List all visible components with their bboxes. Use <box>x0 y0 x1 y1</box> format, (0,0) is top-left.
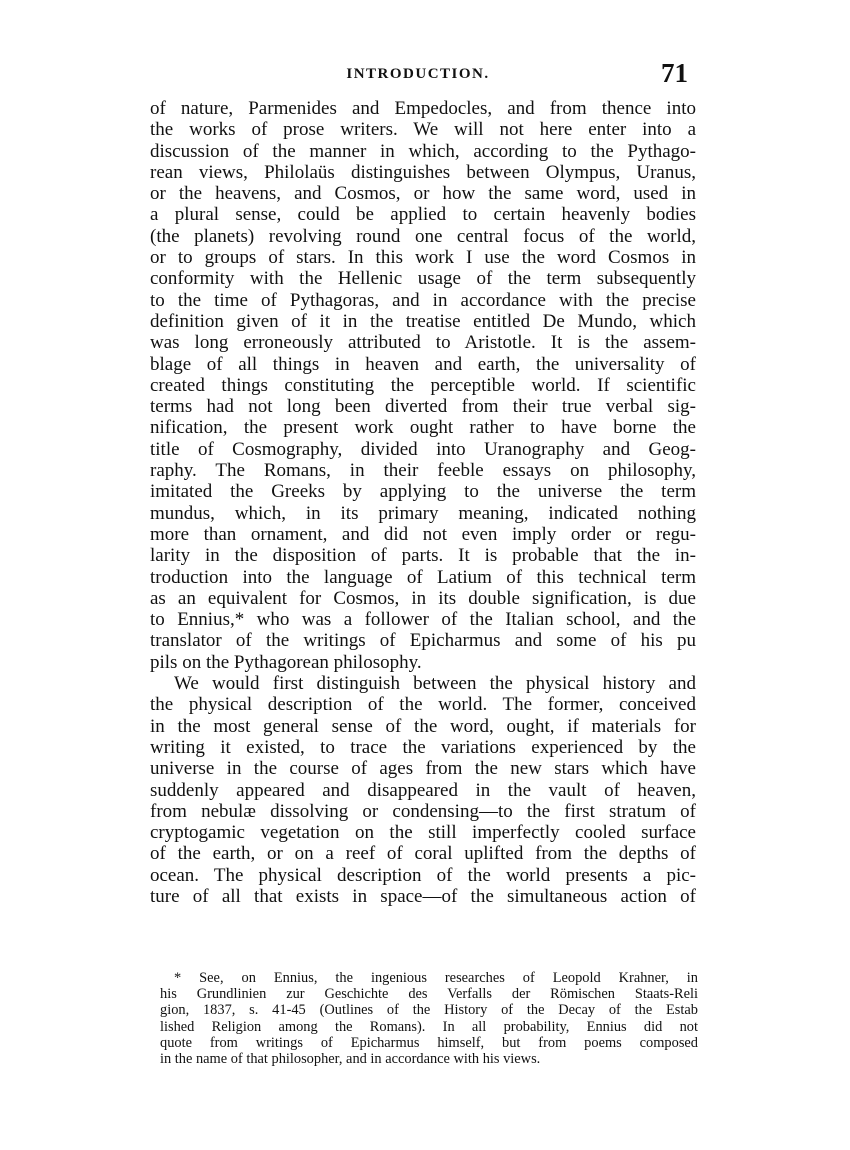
body-line: definition given of it in the treatise entitled De Mundo, which <box>150 310 696 332</box>
body-line: translator of the writings of Epicharmus and some of his pu <box>150 630 696 652</box>
body-line: suddenly appeared and disappeared in the vault of heaven, <box>150 779 696 801</box>
footnote-line: lished Religion among the Romans). In all probability, Ennius did not <box>160 1018 698 1035</box>
running-head <box>148 58 688 88</box>
body-line: mundus, which, in its primary meaning, indicated nothing <box>150 502 696 524</box>
footnote-line: * See, on Ennius, the ingenious researches of Leopold Krahner, in <box>174 970 698 986</box>
body-line: We would first distinguish between the physical history and <box>174 673 696 695</box>
body-line: or the heavens, and Cosmos, or how the same word, used in <box>150 183 696 205</box>
body-line: rean views, Philolaüs distinguishes between Olympus, Uranus, <box>150 161 696 183</box>
body-line: ture of all that exists in space—of the simultaneous action of <box>150 885 696 907</box>
body-line: a plural sense, could be applied to certain heavenly bodies <box>150 204 696 226</box>
body-line: of nature, Parmenides and Empedocles, and from thence into <box>150 98 696 119</box>
body-line: from nebulæ dissolving or condensing—to the first stratum of <box>150 800 696 822</box>
body-line: to the time of Pythagoras, and in accordance with the precise <box>150 289 696 311</box>
body-line: troduction into the language of Latium of this technical term <box>150 566 696 588</box>
body-line: pils on the Pythagorean philosophy. <box>150 651 422 673</box>
body-line: more than ornament, and did not even imply order or regu- <box>150 523 696 545</box>
body-line: nification, the present work ought rather to have borne the <box>150 417 696 439</box>
body-line: was long erroneously attributed to Aristotle. It is the assem- <box>150 332 696 354</box>
page-number: 71 <box>661 58 688 88</box>
body-line: cryptogamic vegetation on the still imperfectly cooled surface <box>150 822 696 844</box>
body-line: ocean. The physical description of the world presents a pic- <box>150 864 696 886</box>
body-line: created things constituting the perceptible world. If scientific <box>150 374 696 396</box>
footnote <box>160 970 698 1067</box>
body-line: to Ennius,* who was a follower of the Italian school, and the <box>150 609 696 631</box>
running-title: INTRODUCTION. <box>346 66 490 82</box>
body-line: title of Cosmography, divided into Uranography and Geog- <box>150 438 696 460</box>
body-line: in the most general sense of the word, ought, if materials for <box>150 715 696 737</box>
body-line: writing it existed, to trace the variations experienced by the <box>150 736 696 758</box>
body-line: the works of prose writers. We will not here enter into a <box>150 119 696 141</box>
body-line: discussion of the manner in which, according to the Pythago- <box>150 140 696 162</box>
body-line: imitated the Greeks by applying to the universe the term <box>150 481 696 503</box>
body-line: raphy. The Romans, in their feeble essays on philosophy, <box>150 460 696 482</box>
body-text <box>150 98 696 907</box>
body-line: universe in the course of ages from the new stars which have <box>150 758 696 780</box>
footnote-line: gion, 1837, s. 41-45 (Outlines of the History of the Decay of the Estab <box>160 1002 698 1019</box>
footnote-line: his Grundlinien zur Geschichte des Verfalls der Römischen Staats-Reli <box>160 986 698 1003</box>
body-line: larity in the disposition of parts. It is probable that the in- <box>150 545 696 567</box>
body-line: conformity with the Hellenic usage of the term subsequently <box>150 268 696 290</box>
body-line: (the planets) revolving round one central focus of the world, <box>150 225 696 247</box>
body-line: of the earth, or on a reef of coral uplifted from the depths of <box>150 843 696 865</box>
body-line: the physical description of the world. The former, conceived <box>150 694 696 716</box>
body-line: terms had not long been diverted from their true verbal sig- <box>150 396 696 418</box>
body-line: or to groups of stars. In this work I use the word Cosmos in <box>150 247 696 269</box>
body-line: blage of all things in heaven and earth, the universality of <box>150 353 696 375</box>
footnote-line: in the name of that philosopher, and in accordance with his views. <box>160 1050 541 1067</box>
body-line: as an equivalent for Cosmos, in its double signification, is due <box>150 587 696 609</box>
footnote-line: quote from writings of Epicharmus himself, but from poems composed <box>160 1034 698 1051</box>
